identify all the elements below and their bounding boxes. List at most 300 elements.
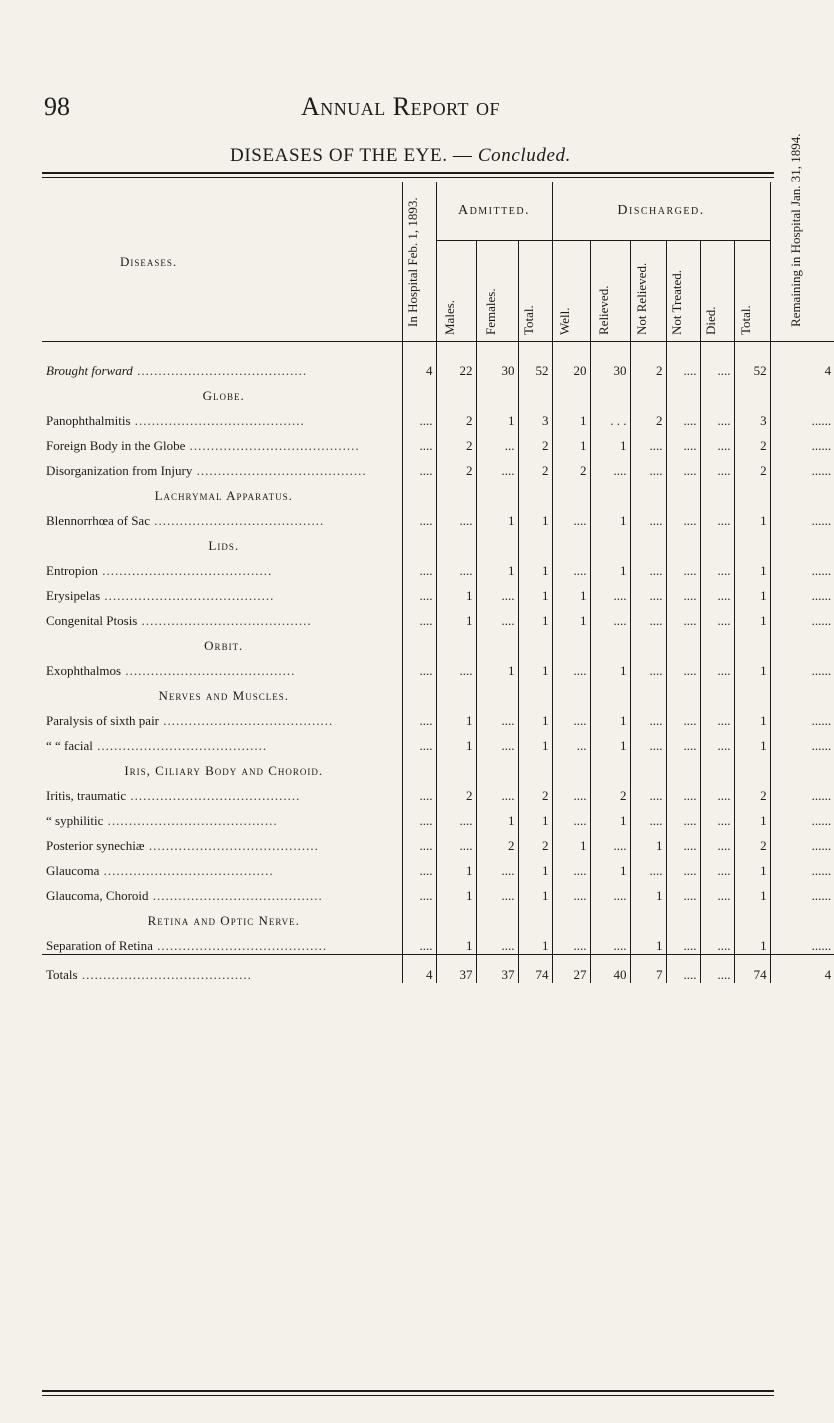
leader-dots: ........................................	[137, 613, 312, 628]
empty-cell	[734, 529, 770, 554]
section-heading: Retina and Optic Nerve.	[147, 913, 300, 928]
cell-admitted-total: 1	[518, 704, 552, 729]
cell-remaining: ......	[770, 779, 834, 804]
header-not-relieved: Not Relieved.	[630, 241, 666, 342]
cell-males: 1	[436, 854, 476, 879]
empty-cell	[436, 479, 476, 504]
disease-name-cell	[42, 829, 402, 854]
bottom-rule-thin	[42, 1395, 774, 1396]
cell-relieved: . . .	[590, 404, 630, 429]
table-title-main: DISEASES OF THE EYE. —	[230, 145, 473, 166]
cell-females: ....	[476, 604, 518, 629]
cell-females: 1	[476, 554, 518, 579]
cell-remaining: ......	[770, 854, 834, 879]
empty-cell	[436, 904, 476, 929]
cell-relieved: 1	[590, 504, 630, 529]
totals-label: Totals	[46, 967, 78, 982]
header-discharged-total: Total.	[734, 241, 770, 342]
cell-females: 1	[476, 504, 518, 529]
cell-discharged-total: 1	[734, 654, 770, 679]
empty-cell	[518, 904, 552, 929]
cell-well: ....	[552, 554, 590, 579]
leader-dots: ........................................	[103, 813, 278, 828]
cell-relieved: 1	[590, 704, 630, 729]
header-males: Males.	[436, 241, 476, 342]
cell-died: ....	[700, 804, 734, 829]
cell-not-relieved: ....	[630, 504, 666, 529]
cell-remaining: ......	[770, 579, 834, 604]
cell-discharged-total: 3	[734, 404, 770, 429]
section-row	[42, 479, 834, 504]
disease-name: “ “ facial	[46, 738, 93, 753]
empty-cell	[666, 679, 700, 704]
cell-females: ....	[476, 929, 518, 955]
empty-cell	[552, 379, 590, 404]
cell-not-treated: ....	[666, 604, 700, 629]
header-females: Females.	[476, 241, 518, 342]
table-row	[42, 354, 834, 379]
section-row	[42, 679, 834, 704]
section-row	[42, 754, 834, 779]
disease-name: Iritis, traumatic	[46, 788, 127, 803]
cell-died: ....	[700, 404, 734, 429]
disease-name: Blennorrhœa of Sac	[46, 513, 150, 528]
cell-discharged-total: 1	[734, 704, 770, 729]
cell-remaining: ......	[770, 929, 834, 955]
table-row	[42, 829, 834, 854]
header-remaining: Remaining in Hospital Jan. 31, 1894.	[770, 182, 834, 342]
disease-name-cell	[42, 429, 402, 454]
total-remaining: 4	[770, 955, 834, 984]
empty-cell	[518, 479, 552, 504]
leader-dots: ........................................	[185, 438, 360, 453]
cell-well: ....	[552, 779, 590, 804]
table-row	[42, 929, 834, 955]
cell-died: ....	[700, 579, 734, 604]
bottom-rule-thick	[42, 1390, 774, 1392]
leader-dots: ........................................	[121, 663, 296, 678]
empty-cell	[590, 629, 630, 654]
cell-in-hospital: ....	[402, 404, 436, 429]
cell-in-hospital: ....	[402, 429, 436, 454]
leader-dots: ........................................	[192, 463, 367, 478]
cell-not-treated: ....	[666, 829, 700, 854]
empty-cell	[630, 904, 666, 929]
empty-cell	[666, 629, 700, 654]
cell-males: ....	[436, 804, 476, 829]
cell-admitted-total: 1	[518, 579, 552, 604]
empty-cell	[734, 479, 770, 504]
cell-not-treated: ....	[666, 404, 700, 429]
table-row	[42, 779, 834, 804]
leader-dots: ........................................	[148, 888, 323, 903]
total-died: ....	[700, 955, 734, 984]
header-discharged: Discharged.	[552, 182, 770, 241]
cell-died: ....	[700, 854, 734, 879]
disease-name-cell	[42, 854, 402, 879]
cell-not-relieved: ....	[630, 804, 666, 829]
cell-males: ....	[436, 654, 476, 679]
table-row	[42, 579, 834, 604]
empty-cell	[402, 629, 436, 654]
section-heading: Globe.	[202, 388, 245, 403]
cell-males: 1	[436, 704, 476, 729]
empty-cell	[770, 479, 834, 504]
table-body	[42, 354, 834, 955]
empty-cell	[770, 754, 834, 779]
disease-name-cell	[42, 404, 402, 429]
empty-cell	[734, 904, 770, 929]
cell-relieved: ....	[590, 879, 630, 904]
disease-name-cell	[42, 554, 402, 579]
section-row	[42, 629, 834, 654]
cell-not-treated: ....	[666, 354, 700, 379]
cell-died: ....	[700, 879, 734, 904]
cell-in-hospital: ....	[402, 579, 436, 604]
section-row	[42, 904, 834, 929]
cell-in-hospital: ....	[402, 879, 436, 904]
table-row	[42, 654, 834, 679]
cell-admitted-total: 2	[518, 454, 552, 479]
empty-cell	[476, 754, 518, 779]
table-row	[42, 429, 834, 454]
cell-died: ....	[700, 829, 734, 854]
cell-well: 1	[552, 579, 590, 604]
empty-cell	[436, 529, 476, 554]
cell-admitted-total: 1	[518, 929, 552, 955]
cell-remaining: 4	[770, 354, 834, 379]
top-rule-thin	[42, 177, 774, 178]
cell-not-relieved: 1	[630, 879, 666, 904]
cell-not-treated: ....	[666, 504, 700, 529]
leader-dots: ........................................	[144, 838, 319, 853]
cell-males: 1	[436, 729, 476, 754]
cell-well: ....	[552, 879, 590, 904]
empty-cell	[700, 379, 734, 404]
empty-cell	[476, 679, 518, 704]
cell-not-relieved: ....	[630, 779, 666, 804]
cell-admitted-total: 52	[518, 354, 552, 379]
header-relieved: Relieved.	[590, 241, 630, 342]
cell-well: 1	[552, 404, 590, 429]
header-well: Well.	[552, 241, 590, 342]
cell-females: 1	[476, 654, 518, 679]
cell-relieved: ....	[590, 579, 630, 604]
cell-females: ....	[476, 704, 518, 729]
disease-name-cell	[42, 879, 402, 904]
disease-name-cell	[42, 454, 402, 479]
cell-males: 22	[436, 354, 476, 379]
disease-name: Panophthalmitis	[46, 413, 131, 428]
cell-discharged-total: 1	[734, 729, 770, 754]
empty-cell	[590, 479, 630, 504]
cell-well: ....	[552, 804, 590, 829]
cell-remaining: ......	[770, 504, 834, 529]
cell-admitted-total: 1	[518, 604, 552, 629]
cell-not-treated: ....	[666, 854, 700, 879]
cell-discharged-total: 2	[734, 779, 770, 804]
disease-name-cell	[42, 579, 402, 604]
disease-name: Exophthalmos	[46, 663, 122, 678]
disease-name-cell	[42, 604, 402, 629]
cell-discharged-total: 1	[734, 504, 770, 529]
cell-remaining: ......	[770, 404, 834, 429]
cell-in-hospital: ....	[402, 929, 436, 955]
header-in-hospital: In Hospital Feb. 1, 1893.	[402, 182, 436, 342]
total-not-treated: ....	[666, 955, 700, 984]
cell-not-treated: ....	[666, 804, 700, 829]
table-row	[42, 854, 834, 879]
cell-females: 30	[476, 354, 518, 379]
table-row	[42, 404, 834, 429]
cell-admitted-total: 3	[518, 404, 552, 429]
cell-in-hospital: ....	[402, 504, 436, 529]
disease-name: Separation of Retina	[46, 938, 153, 953]
section-heading: Lids.	[208, 538, 240, 553]
cell-in-hospital: ....	[402, 654, 436, 679]
empty-cell	[630, 679, 666, 704]
cell-males: 2	[436, 404, 476, 429]
cell-discharged-total: 2	[734, 429, 770, 454]
total-discharged-total: 74	[734, 955, 770, 984]
cell-discharged-total: 1	[734, 804, 770, 829]
cell-remaining: ......	[770, 604, 834, 629]
disease-name-cell	[42, 654, 402, 679]
cell-males: 2	[436, 779, 476, 804]
empty-cell	[700, 629, 734, 654]
totals-label-cell	[42, 955, 402, 984]
empty-cell	[770, 904, 834, 929]
empty-cell	[518, 754, 552, 779]
empty-cell	[590, 754, 630, 779]
cell-relieved: ....	[590, 929, 630, 955]
disease-name-cell	[42, 804, 402, 829]
leader-dots: ........................................	[159, 713, 334, 728]
leader-dots: ........................................	[126, 788, 301, 803]
cell-admitted-total: 1	[518, 504, 552, 529]
header-admitted-total: Total.	[518, 241, 552, 342]
cell-males: 1	[436, 929, 476, 955]
empty-cell	[770, 679, 834, 704]
cell-well: 20	[552, 354, 590, 379]
cell-remaining: ......	[770, 554, 834, 579]
cell-discharged-total: 52	[734, 354, 770, 379]
empty-cell	[552, 754, 590, 779]
empty-cell	[552, 904, 590, 929]
cell-admitted-total: 1	[518, 729, 552, 754]
header-diseases: Diseases.	[120, 253, 178, 269]
disease-name-cell	[42, 779, 402, 804]
disease-name-cell	[42, 729, 402, 754]
cell-discharged-total: 1	[734, 879, 770, 904]
empty-cell	[734, 754, 770, 779]
cell-females: ....	[476, 579, 518, 604]
table-row	[42, 554, 834, 579]
empty-cell	[518, 379, 552, 404]
cell-males: 1	[436, 879, 476, 904]
cell-admitted-total: 2	[518, 829, 552, 854]
cell-remaining: ......	[770, 804, 834, 829]
disease-name: Foreign Body in the Globe	[46, 438, 186, 453]
empty-cell	[476, 479, 518, 504]
cell-well: ....	[552, 504, 590, 529]
cell-admitted-total: 1	[518, 804, 552, 829]
empty-cell	[666, 529, 700, 554]
header-not-treated: Not Treated.	[666, 241, 700, 342]
empty-cell	[666, 479, 700, 504]
top-rule-thick	[42, 172, 774, 174]
cell-relieved: 1	[590, 729, 630, 754]
page-header	[0, 92, 801, 132]
empty-cell	[630, 629, 666, 654]
disease-name-cell	[42, 504, 402, 529]
cell-not-treated: ....	[666, 729, 700, 754]
empty-cell	[402, 379, 436, 404]
empty-cell	[590, 379, 630, 404]
cell-relieved: 1	[590, 429, 630, 454]
disease-name: Paralysis of sixth pair	[46, 713, 160, 728]
cell-not-treated: ....	[666, 704, 700, 729]
empty-cell	[666, 904, 700, 929]
cell-admitted-total: 2	[518, 429, 552, 454]
empty-cell	[590, 529, 630, 554]
empty-cell	[590, 904, 630, 929]
cell-not-treated: ....	[666, 429, 700, 454]
disease-name-cell	[42, 704, 402, 729]
empty-cell	[700, 479, 734, 504]
cell-not-relieved: ....	[630, 429, 666, 454]
cell-well: ....	[552, 929, 590, 955]
cell-in-hospital: ....	[402, 779, 436, 804]
disease-name: Glaucoma	[46, 863, 100, 878]
cell-discharged-total: 1	[734, 929, 770, 955]
section-row	[42, 529, 834, 554]
cell-well: 2	[552, 454, 590, 479]
leader-dots: ........................................	[98, 563, 273, 578]
empty-cell	[666, 379, 700, 404]
leader-dots: ........................................	[132, 363, 308, 378]
empty-cell	[476, 629, 518, 654]
cell-relieved: 1	[590, 804, 630, 829]
cell-died: ....	[700, 729, 734, 754]
empty-cell	[436, 629, 476, 654]
empty-cell	[518, 529, 552, 554]
disease-name: Posterior synechiæ	[46, 838, 145, 853]
cell-relieved: ....	[590, 454, 630, 479]
cell-not-relieved: 2	[630, 404, 666, 429]
cell-not-treated: ....	[666, 579, 700, 604]
cell-not-treated: ....	[666, 929, 700, 955]
empty-cell	[590, 679, 630, 704]
disease-name: Brought forward	[46, 363, 133, 378]
cell-not-relieved: 1	[630, 929, 666, 955]
cell-not-relieved: ....	[630, 729, 666, 754]
disease-name: Disorganization from Injury	[46, 463, 193, 478]
cell-died: ....	[700, 779, 734, 804]
cell-not-relieved: ....	[630, 579, 666, 604]
disease-name: “ syphilitic	[46, 813, 104, 828]
cell-died: ....	[700, 454, 734, 479]
cell-well: 1	[552, 829, 590, 854]
table-title	[0, 145, 801, 167]
total-relieved: 40	[590, 955, 630, 984]
cell-well: 1	[552, 604, 590, 629]
cell-remaining: ......	[770, 654, 834, 679]
cell-died: ....	[700, 604, 734, 629]
empty-cell	[402, 479, 436, 504]
cell-remaining: ......	[770, 454, 834, 479]
section-heading: Nerves and Muscles.	[158, 688, 289, 703]
running-title: Annual Report of	[300, 92, 501, 121]
header-died: Died.	[700, 241, 734, 342]
cell-in-hospital: ....	[402, 454, 436, 479]
cell-females: ....	[476, 854, 518, 879]
cell-well: ...	[552, 729, 590, 754]
leader-dots: ........................................	[130, 413, 305, 428]
cell-died: ....	[700, 504, 734, 529]
cell-not-relieved: ....	[630, 604, 666, 629]
cell-females: ....	[476, 779, 518, 804]
table-row	[42, 879, 834, 904]
cell-admitted-total: 1	[518, 879, 552, 904]
cell-in-hospital: ....	[402, 829, 436, 854]
leader-dots: ........................................	[92, 738, 268, 753]
cell-not-relieved: ....	[630, 554, 666, 579]
cell-relieved: 2	[590, 779, 630, 804]
section-row	[42, 379, 834, 404]
cell-admitted-total: 1	[518, 654, 552, 679]
empty-cell	[630, 379, 666, 404]
cell-relieved: ....	[590, 604, 630, 629]
cell-not-relieved: ....	[630, 454, 666, 479]
cell-in-hospital: ....	[402, 804, 436, 829]
empty-cell	[552, 679, 590, 704]
total-males: 37	[436, 955, 476, 984]
cell-discharged-total: 1	[734, 854, 770, 879]
empty-cell	[734, 629, 770, 654]
empty-cell	[476, 379, 518, 404]
cell-remaining: ......	[770, 879, 834, 904]
cell-remaining: ......	[770, 704, 834, 729]
cell-relieved: 1	[590, 654, 630, 679]
cell-males: 2	[436, 454, 476, 479]
table-row	[42, 804, 834, 829]
cell-not-treated: ....	[666, 654, 700, 679]
disease-name-cell	[42, 354, 402, 379]
cell-in-hospital: ....	[402, 854, 436, 879]
empty-cell	[630, 529, 666, 554]
empty-cell	[630, 479, 666, 504]
cell-died: ....	[700, 929, 734, 955]
cell-not-relieved: ....	[630, 704, 666, 729]
section-heading: Lachrymal Apparatus.	[154, 488, 293, 503]
cell-discharged-total: 1	[734, 554, 770, 579]
table-row	[42, 704, 834, 729]
empty-cell	[700, 904, 734, 929]
cell-not-relieved: ....	[630, 854, 666, 879]
cell-discharged-total: 1	[734, 579, 770, 604]
empty-cell	[734, 679, 770, 704]
cell-in-hospital: 4	[402, 354, 436, 379]
empty-cell	[518, 679, 552, 704]
disease-name: Congenital Ptosis	[46, 613, 138, 628]
cell-females: ....	[476, 879, 518, 904]
empty-cell	[436, 379, 476, 404]
empty-cell	[402, 679, 436, 704]
empty-cell	[552, 629, 590, 654]
section-heading: Iris, Ciliary Body and Choroid.	[124, 763, 324, 778]
cell-males: ....	[436, 504, 476, 529]
